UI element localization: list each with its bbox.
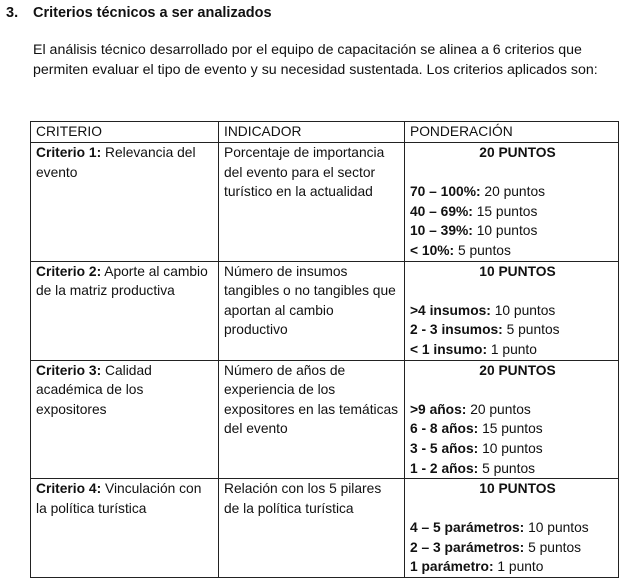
criteria-table xyxy=(30,121,619,578)
header-criterio: CRITERIO xyxy=(31,122,219,143)
criterio-cell xyxy=(31,479,219,578)
criterio-label: Criterio 1: xyxy=(36,145,102,160)
intro-text: El análisis técnico desarrollado por el equipo de capacitación se alinea a 6 criterios que permiten evaluar el tipo de evento y su necesidad sustentada. Los criterios aplicados son: xyxy=(33,42,598,78)
table-row xyxy=(31,143,619,262)
intro-paragraph xyxy=(33,41,619,80)
section-title: Criterios técnicos a ser analizados xyxy=(33,5,272,21)
section-heading xyxy=(6,5,272,21)
criterio-text: Calidad académica de los expositores xyxy=(36,362,152,417)
scoring-item: >9 años: 20 puntos xyxy=(410,401,531,417)
ponderacion-cell xyxy=(405,360,619,479)
scoring-item: >4 insumos: 10 puntos xyxy=(410,302,556,318)
points-total: 10 PUNTOS xyxy=(479,481,556,497)
scoring-item: < 1 insumo: 1 punto xyxy=(410,341,537,357)
scoring-item: 4 – 5 parámetros: 10 puntos xyxy=(410,520,589,536)
criterio-label: Criterio 3: xyxy=(36,362,102,378)
indicador-cell: Número de insumos tangibles o no tangibles que aportan al cambio productivo xyxy=(219,261,405,360)
criterio-cell xyxy=(31,360,219,479)
scoring-item: 6 - 8 años: 15 puntos xyxy=(410,421,543,437)
header-indicador: INDICADOR xyxy=(219,122,405,143)
criterio-cell xyxy=(31,143,219,262)
scoring-item: 2 – 3 parámetros: 5 puntos xyxy=(410,539,582,555)
scoring-item: 1 - 2 años: 5 puntos xyxy=(410,460,536,476)
criterio-label: Criterio 2: xyxy=(36,263,102,279)
indicador-cell: Porcentaje de importancia del evento para el sector turístico en la actualidad xyxy=(219,143,405,262)
scoring-item: 2 - 3 insumos: 5 puntos xyxy=(410,322,560,338)
scoring-item: 1 parámetro: 1 punto xyxy=(410,559,544,575)
ponderacion-cell xyxy=(405,479,619,578)
ponderacion-cell xyxy=(405,143,619,262)
points-total: 10 PUNTOS xyxy=(479,263,556,279)
indicador-cell: Relación con los 5 pilares de la política turística xyxy=(219,479,405,578)
ponderacion-cell xyxy=(405,261,619,360)
section-number: 3. xyxy=(6,5,19,21)
header-ponderacion: PONDERACIÓN xyxy=(405,122,619,143)
table-header-row xyxy=(31,122,619,143)
scoring-item: < 10%: 5 puntos xyxy=(410,242,511,258)
scoring-item: 70 – 100%: 20 puntos xyxy=(410,184,546,200)
criterio-text: Vinculación con la política turística xyxy=(36,481,202,516)
scoring-item: 10 – 39%: 10 puntos xyxy=(410,223,538,239)
criterio-cell xyxy=(31,261,219,360)
table-row xyxy=(31,479,619,578)
criterio-text: Aporte al cambio de la matriz productiva xyxy=(36,263,208,299)
table-row xyxy=(31,261,619,360)
criterio-label: Criterio 4: xyxy=(36,481,102,497)
points-total: 20 PUNTOS xyxy=(479,145,556,160)
points-total: 20 PUNTOS xyxy=(479,362,556,378)
scoring-item: 40 – 69%: 15 puntos xyxy=(410,203,538,219)
table-row xyxy=(31,360,619,479)
indicador-cell: Número de años de experiencia de los expositores en las temáticas del evento xyxy=(219,360,405,479)
criterio-text: Relevancia del evento xyxy=(36,145,196,180)
scoring-item: 3 - 5 años: 10 puntos xyxy=(410,440,543,456)
